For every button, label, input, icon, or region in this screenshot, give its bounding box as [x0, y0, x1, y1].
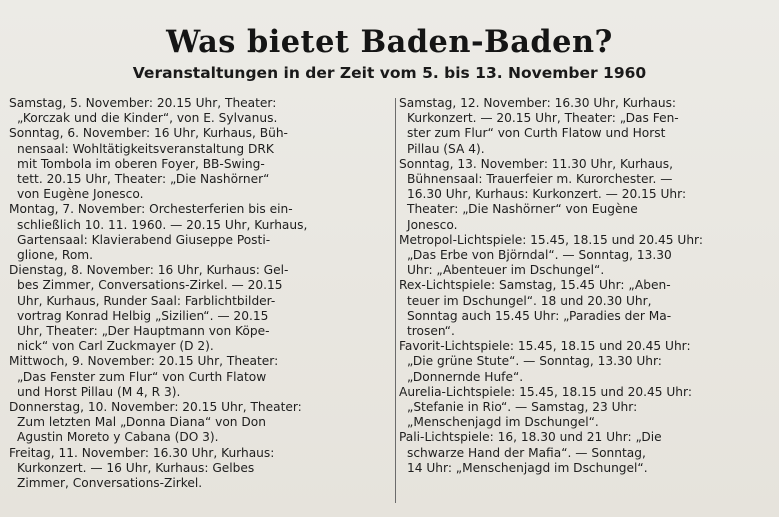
- entry-line: „Menschenjagd im Dschungel“.: [407, 415, 599, 430]
- entry-line: Agustin Moreto y Cabana (DO 3).: [17, 430, 219, 445]
- entry-line: tett. 20.15 Uhr, Theater: „Die Nashörner“: [17, 172, 270, 187]
- headline: Was bietet Baden-Baden?: [166, 24, 613, 60]
- entry-line: Uhr: „Abenteuer im Dschungel“.: [407, 263, 605, 278]
- entry-line: Freitag, 11. November: 16.30 Uhr, Kurhaus:: [9, 445, 275, 460]
- entry-line: Sonntag, 13. November: 11.30 Uhr, Kurhaus,: [399, 156, 674, 171]
- entry-line: Sonntag, 6. November: 16 Uhr, Kurhaus, Büh-: [9, 126, 288, 141]
- event-entry: [9, 354, 394, 400]
- entry-line: von Eugène Jonesco.: [17, 187, 144, 202]
- event-entry: [399, 278, 773, 339]
- event-entry: [9, 263, 394, 354]
- event-entry: [399, 233, 773, 279]
- event-entry: [399, 157, 773, 233]
- event-entry: [9, 126, 394, 202]
- event-entry: [9, 446, 394, 492]
- entry-line: ster zum Flur“ von Curth Flatow und Horst: [407, 126, 666, 141]
- entry-line: vortrag Konrad Helbig „Sizilien“. — 20.15: [17, 308, 269, 323]
- entry-line: Zum letzten Mal „Donna Diana“ von Don: [17, 415, 266, 430]
- right-column: [399, 96, 773, 476]
- entry-line: nensaal: Wohltätigkeitsveranstaltung DRK: [17, 141, 274, 156]
- column-divider: [395, 98, 396, 503]
- entry-line: Gartensaal: Klavierabend Giuseppe Posti-: [17, 232, 271, 247]
- entry-line: trosen“.: [407, 324, 455, 339]
- entry-line: und Horst Pillau (M 4, R 3).: [17, 384, 181, 399]
- entry-line: 14 Uhr: „Menschenjagd im Dschungel“.: [407, 460, 648, 475]
- subheadline: Veranstaltungen in der Zeit vom 5. bis 13. November 1960: [132, 64, 647, 82]
- entry-line: schließlich 10. 11. 1960. — 20.15 Uhr, Kurhaus,: [17, 217, 308, 232]
- entry-line: 16.30 Uhr, Kurhaus: Kurkonzert. — 20.15 Uhr:: [407, 187, 687, 202]
- entry-line: Zimmer, Conversations-Zirkel.: [17, 476, 203, 491]
- entry-line: Metropol-Lichtspiele: 15.45, 18.15 und 20.45 Uhr:: [399, 232, 703, 247]
- entry-line: Rex-Lichtspiele: Samstag, 15.45 Uhr: „Aben-: [399, 278, 671, 293]
- entry-line: Montag, 7. November: Orchesterferien bis ein-: [9, 202, 293, 217]
- entry-line: mit Tombola im oberen Foyer, BB-Swing-: [17, 156, 265, 171]
- entry-line: Sonntag auch 15.45 Uhr: „Paradies der Ma-: [407, 308, 672, 323]
- entry-line: Aurelia-Lichtspiele: 15.45, 18.15 und 20.45 Uhr:: [399, 384, 692, 399]
- event-entry: [9, 400, 394, 446]
- entry-line: Mittwoch, 9. November: 20.15 Uhr, Theater:: [9, 354, 279, 369]
- entry-line: nick“ von Carl Zuckmayer (D 2).: [17, 339, 214, 354]
- event-entry: [399, 96, 773, 157]
- entry-line: schwarze Hand der Mafia“. — Sonntag,: [407, 445, 646, 460]
- event-entry: [9, 202, 394, 263]
- entry-line: Donnerstag, 10. November: 20.15 Uhr, Theater:: [9, 400, 302, 415]
- entry-line: Uhr, Theater: „Der Hauptmann von Köpe-: [17, 324, 270, 339]
- event-entry: [399, 385, 773, 431]
- entry-line: „Das Fenster zum Flur“ von Curth Flatow: [17, 369, 267, 384]
- entry-line: „Korczak und die Kinder“, von E. Sylvanus.: [17, 111, 278, 126]
- entry-line: Kurkonzert. — 20.15 Uhr, Theater: „Das Fen-: [407, 111, 679, 126]
- entry-line: teuer im Dschungel“. 18 und 20.30 Uhr,: [407, 293, 652, 308]
- entry-line: Kurkonzert. — 16 Uhr, Kurhaus: Gelbes: [17, 460, 255, 475]
- entry-line: Bühnensaal: Trauerfeier m. Kurorchester. —: [407, 172, 673, 187]
- entry-line: „Stefanie in Rio“. — Samstag, 23 Uhr:: [407, 400, 638, 415]
- entry-line: „Das Erbe von Björndal“. — Sonntag, 13.30: [407, 248, 672, 263]
- entry-line: Samstag, 5. November: 20.15 Uhr, Theater:: [9, 96, 277, 110]
- entry-line: „Donnernde Hufe“.: [407, 369, 524, 384]
- entry-line: bes Zimmer, Conversations-Zirkel. — 20.15: [17, 278, 283, 293]
- entry-line: Uhr, Kurhaus, Runder Saal: Farblichtbilder-: [17, 293, 276, 308]
- entry-line: Favorit-Lichtspiele: 15.45, 18.15 und 20.45 Uhr:: [399, 339, 691, 354]
- event-entry: [399, 339, 773, 385]
- event-entry: [9, 96, 394, 126]
- entry-line: Samstag, 12. November: 16.30 Uhr, Kurhaus:: [399, 96, 677, 110]
- entry-line: Jonesco.: [407, 217, 458, 232]
- entry-line: Dienstag, 8. November: 16 Uhr, Kurhaus: Gel-: [9, 263, 289, 278]
- entry-line: glione, Rom.: [17, 248, 94, 263]
- event-entry: [399, 430, 773, 476]
- entry-line: Theater: „Die Nashörner“ von Eugène: [407, 202, 638, 217]
- left-column: [9, 96, 394, 491]
- entry-line: „Die grüne Stute“. — Sonntag, 13.30 Uhr:: [407, 354, 662, 369]
- entry-line: Pillau (SA 4).: [407, 141, 485, 156]
- entry-line: Pali-Lichtspiele: 16, 18.30 und 21 Uhr: „Die: [399, 430, 662, 445]
